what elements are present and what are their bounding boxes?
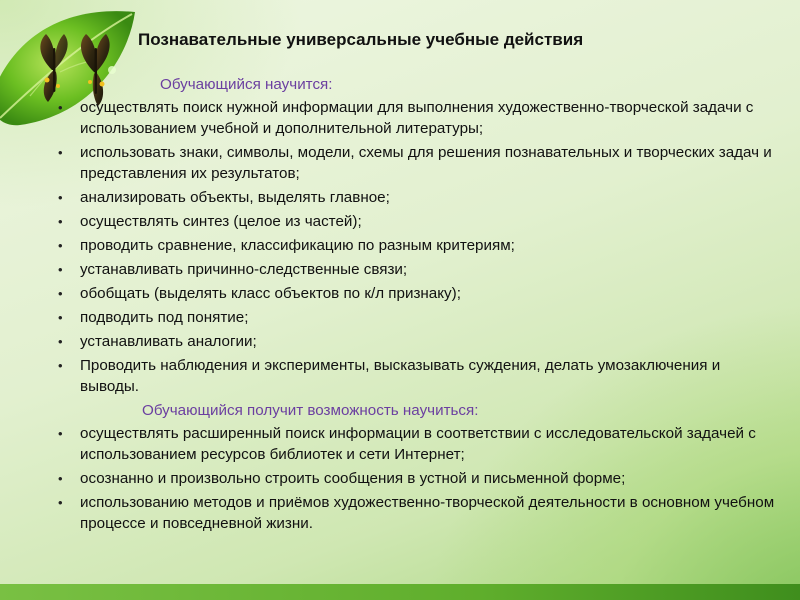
- section-heading-may-learn: Обучающийся получит возможность научиться:: [142, 402, 479, 419]
- bullet-icon: •: [58, 145, 63, 160]
- list-item: [58, 307, 782, 328]
- bullet-icon: •: [58, 334, 63, 349]
- bullet-icon: •: [58, 358, 63, 373]
- list-item: [58, 259, 782, 280]
- bullet-icon: •: [58, 495, 63, 510]
- bullet-icon: •: [58, 286, 63, 301]
- slide-content: [58, 74, 782, 537]
- list-item-text: использовать знаки, символы, модели, схемы для решения познавательных и творческих задач и представления их результатов;: [80, 144, 772, 182]
- list-item-text: устанавливать причинно-следственные связи;: [80, 261, 408, 278]
- section-heading-will-learn: Обучающийся научится:: [160, 76, 333, 93]
- list-item: [58, 492, 782, 534]
- list-item-text: проводить сравнение, классификацию по разным критериям;: [80, 237, 515, 254]
- list-item-text: анализировать объекты, выделять главное;: [80, 189, 390, 206]
- list-item: [58, 423, 782, 465]
- bullet-icon: •: [58, 100, 63, 115]
- may-learn-list: [58, 423, 782, 534]
- list-item: [58, 283, 782, 304]
- bullet-icon: •: [58, 238, 63, 253]
- bullet-icon: •: [58, 262, 63, 277]
- slide-title: Познавательные универсальные учебные действия: [138, 30, 584, 49]
- bullet-icon: •: [58, 471, 63, 486]
- bullet-icon: •: [58, 214, 63, 229]
- list-item-text: использованию методов и приёмов художественно-творческой деятельности в основном учебном процессе и повседневной жизни.: [80, 494, 775, 532]
- bottom-accent-band: [0, 584, 800, 600]
- list-item-text: осуществлять расширенный поиск информации в соответствии с исследовательской задачей с использованием ресурсов библиотек и сети Интернет;: [80, 425, 756, 463]
- list-item-text: устанавливать аналогии;: [80, 333, 257, 350]
- list-item: [58, 331, 782, 352]
- list-item: [58, 468, 782, 489]
- list-item: [58, 187, 782, 208]
- bullet-icon: •: [58, 310, 63, 325]
- list-item-text: Проводить наблюдения и эксперименты, высказывать суждения, делать умозаключения и выводы.: [80, 357, 721, 395]
- list-item-text: осуществлять поиск нужной информации для выполнения художественно-творческой задачи с использованием учебной и дополнительной литературы;: [80, 99, 754, 137]
- list-item-text: подводить под понятие;: [80, 309, 249, 326]
- list-item: [58, 97, 782, 139]
- will-learn-list: [58, 97, 782, 397]
- bullet-icon: •: [58, 426, 63, 441]
- list-item-text: обобщать (выделять класс объектов по к/л признаку);: [80, 285, 461, 302]
- bullet-icon: •: [58, 190, 63, 205]
- list-item: [58, 142, 782, 184]
- list-item: [58, 235, 782, 256]
- list-item: [58, 355, 782, 397]
- list-item: [58, 211, 782, 232]
- list-item-text: осознанно и произвольно строить сообщения в устной и письменной форме;: [80, 470, 626, 487]
- list-item-text: осуществлять синтез (целое из частей);: [80, 213, 362, 230]
